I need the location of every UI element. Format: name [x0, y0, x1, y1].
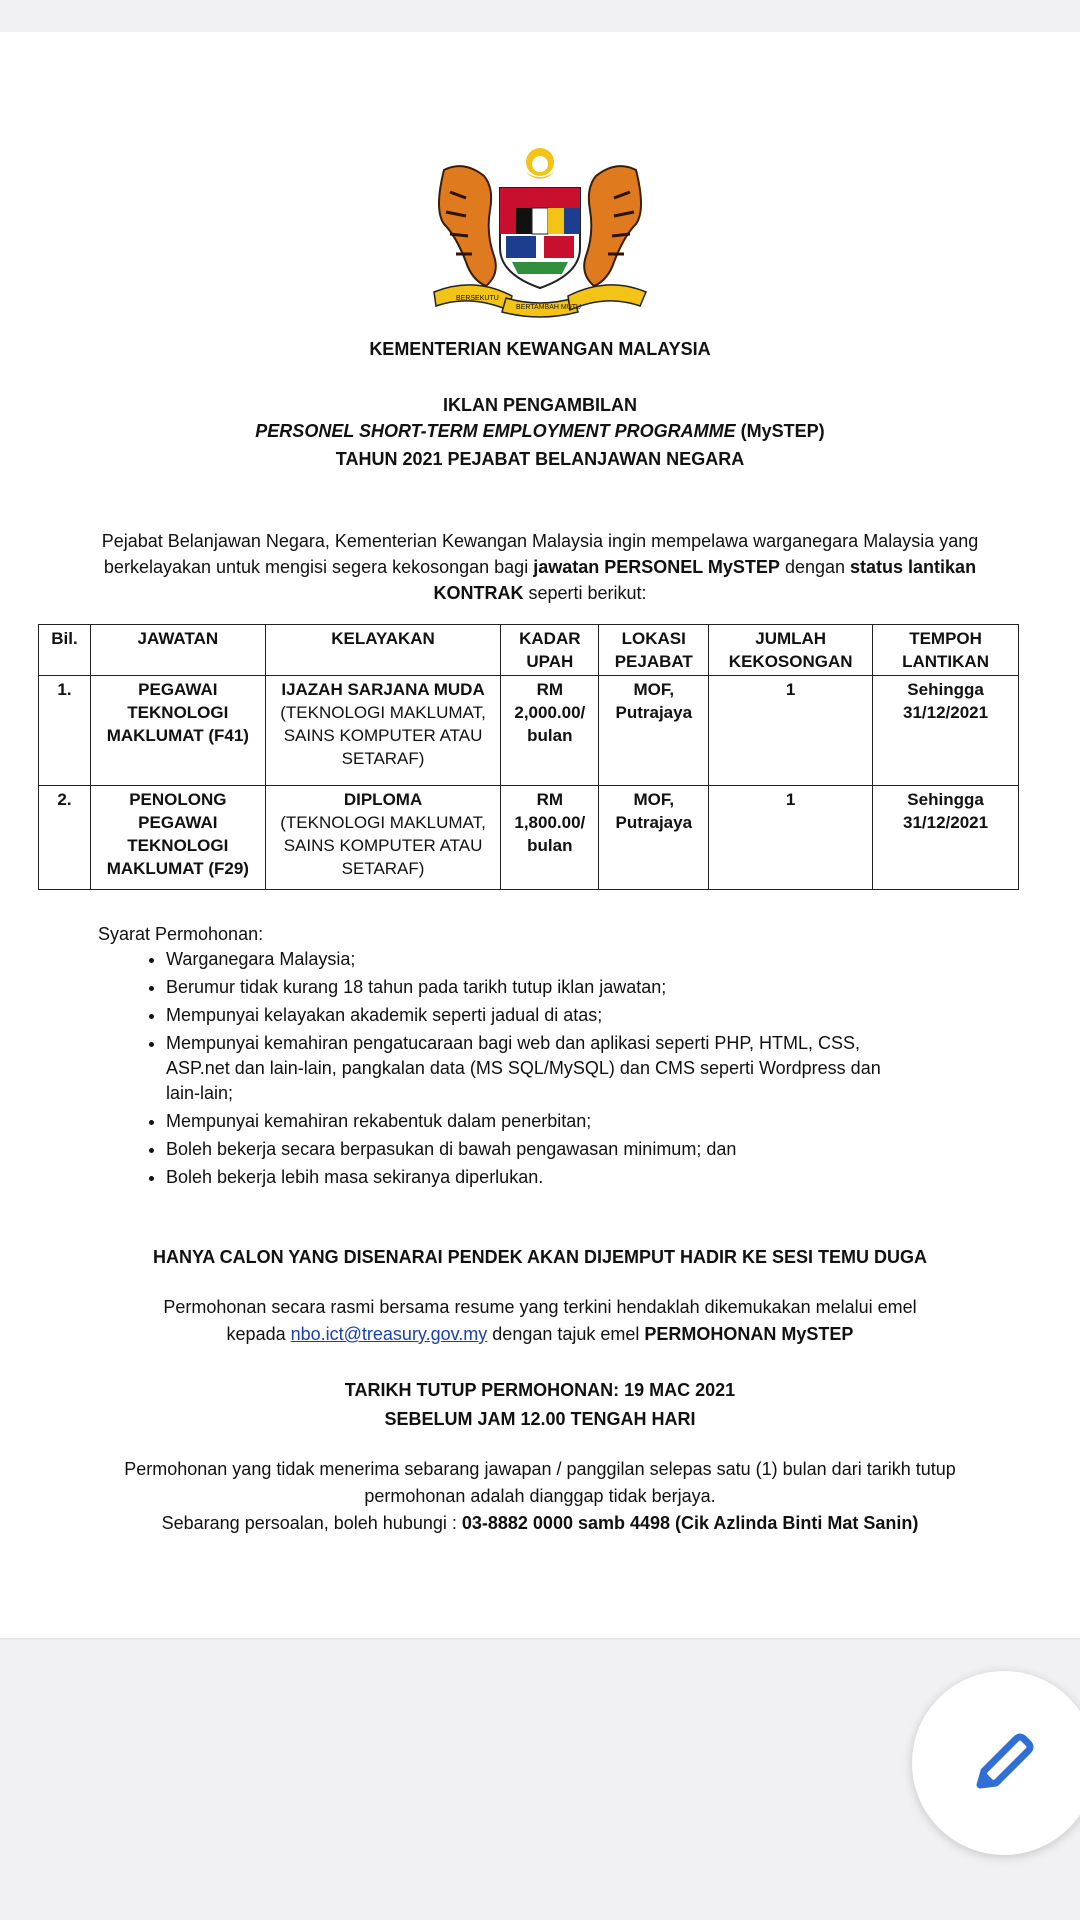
cell-line: 2,000.00/ — [514, 703, 586, 722]
cell-line: SAINS KOMPUTER ATAU — [283, 836, 483, 855]
header-line: LOKASI — [621, 629, 686, 648]
header-bil: Bil. — [39, 625, 91, 676]
cell-lokasi — [599, 786, 709, 890]
cell-line: bulan — [527, 836, 573, 855]
cell-line: Sehingga — [907, 680, 984, 699]
submission-paragraph — [140, 1294, 940, 1348]
header-jawatan: JAWATAN — [90, 625, 265, 676]
program-title — [0, 418, 1080, 444]
intro-bold-position: jawatan PERSONEL MySTEP — [533, 557, 780, 577]
cell-line: TEKNOLOGI — [127, 836, 229, 855]
cell-kadar — [501, 786, 599, 890]
header-line: KADAR — [519, 629, 581, 648]
cell-line: Putrajaya — [615, 813, 693, 832]
header-line: KEKOSONGAN — [728, 652, 853, 671]
requirements-list — [110, 947, 886, 1193]
header-line: JUMLAH — [755, 629, 827, 648]
cell-line: Sehingga — [907, 790, 984, 809]
header-line: TEMPOH — [909, 629, 982, 648]
requirements-title: Syarat Permohonan: — [98, 924, 264, 944]
ad-title: IKLAN PENGAMBILAN — [443, 395, 637, 415]
header-line: LANTIKAN — [902, 652, 989, 671]
table-header-row — [39, 625, 1019, 676]
cell-line: DIPLOMA — [343, 790, 423, 809]
cell-line: Putrajaya — [615, 703, 693, 722]
program-title-italic: PERSONEL SHORT-TERM EMPLOYMENT PROGRAMME — [255, 421, 736, 441]
cell-line: RM — [536, 790, 564, 809]
list-item: • Mempunyai kemahiran rekabentuk dalam penerbitan; — [166, 1109, 886, 1134]
year-office-heading: TAHUN 2021 PEJABAT BELANJAWAN NEGARA — [335, 449, 745, 469]
cell-kelayakan — [265, 676, 501, 786]
cell-line: MOF, — [633, 790, 675, 809]
cell-kelayakan — [265, 786, 501, 890]
list-item: • Boleh bekerja secara berpasukan di bawah pengawasan minimum; dan — [166, 1137, 886, 1162]
cell-line: IJAZAH SARJANA MUDA — [281, 680, 485, 699]
closing-date: TARIKH TUTUP PERMOHONAN: 19 MAC 2021 — [344, 1380, 736, 1400]
program-title-suffix: (MySTEP) — [735, 421, 825, 441]
cell-line: RM — [536, 680, 564, 699]
cell-jawatan — [90, 676, 265, 786]
header-kelayakan: KELAYAKAN — [265, 625, 501, 676]
header-lokasi-pejabat — [599, 625, 709, 676]
cell-line: PENOLONG — [129, 790, 227, 809]
cell-line: TEKNOLOGI — [127, 703, 229, 722]
table-row — [39, 676, 1019, 786]
intro-bold-status: status lantikan KONTRAK — [433, 557, 977, 603]
submission-text: dengan tajuk emel — [487, 1324, 645, 1344]
list-item: • Boleh bekerja lebih masa sekiranya diperlukan. — [166, 1165, 886, 1190]
edit-fab-button[interactable] — [912, 1671, 1080, 1855]
closing-time: SEBELUM JAM 12.00 TENGAH HARI — [384, 1409, 696, 1429]
crest-motto-ribbon: BERTAMBAH MUTU — [516, 304, 582, 311]
contact-label: Sebarang persoalan, boleh hubungi : — [161, 1513, 462, 1533]
final-notice — [90, 1456, 990, 1537]
cell-line: MAKLUMAT (F29) — [106, 859, 249, 878]
list-item: • Mempunyai kemahiran pengatucaraan bagi web dan aplikasi seperti PHP, HTML, CSS, ASP.net dan lain-lain, pangkalan data (MS SQL/MySQL) dan CMS seperti Wordpress dan lain-lain; — [166, 1031, 886, 1106]
cell-line: 31/12/2021 — [903, 813, 989, 832]
header-kadar-upah — [501, 625, 599, 676]
list-item: • Warganegara Malaysia; — [166, 947, 886, 972]
cell-line: 31/12/2021 — [903, 703, 989, 722]
vacancy-table — [38, 624, 1019, 890]
list-item: • Mempunyai kelayakan akademik seperti jadual di atas; — [166, 1003, 886, 1028]
header-tempoh-lantikan — [873, 625, 1019, 676]
header-line: PEJABAT — [614, 652, 693, 671]
cell-lokasi — [599, 676, 709, 786]
intro-text: seperti berikut: — [523, 583, 647, 603]
table-row — [39, 786, 1019, 890]
email-subject: PERMOHONAN MySTEP — [644, 1324, 854, 1344]
cell-jawatan — [90, 786, 265, 890]
shortlist-notice: HANYA CALON YANG DISENARAI PENDEK AKAN DIJEMPUT HADIR KE SESI TEMU DUGA — [152, 1247, 928, 1267]
cell-line: SETARAF) — [341, 859, 425, 878]
email-link[interactable]: nbo.ict@treasury.gov.my — [290, 1324, 488, 1344]
document-page — [0, 32, 1080, 1638]
cell-line: SETARAF) — [341, 749, 425, 768]
cell-tempoh — [873, 786, 1019, 890]
cell-line: (TEKNOLOGI MAKLUMAT, — [280, 703, 486, 722]
intro-text: Pejabat Belanjawan Negara, Kementerian Kewangan Malaysia ingin mempelawa warganegara Malaysia yang berkelayakan untuk mengisi segera kekosongan bagi — [101, 531, 979, 577]
ministry-heading: KEMENTERIAN KEWANGAN MALAYSIA — [369, 339, 711, 359]
list-item: • Berumur tidak kurang 18 tahun pada tarikh tutup iklan jawatan; — [166, 975, 886, 1000]
pencil-edit-icon — [964, 1723, 1044, 1803]
cell-jumlah: 1 — [709, 676, 873, 786]
cell-bil: 2. — [39, 786, 91, 890]
cell-line: PEGAWAI — [138, 680, 218, 699]
cell-line: (TEKNOLOGI MAKLUMAT, — [280, 813, 486, 832]
coat-of-arms-logo — [426, 142, 654, 320]
crest-motto-left: BERSEKUTU — [456, 295, 499, 302]
cell-line: MAKLUMAT (F41) — [106, 726, 249, 745]
cell-line: PEGAWAI — [138, 813, 218, 832]
intro-paragraph — [100, 528, 980, 606]
header-jumlah-kekosongan — [709, 625, 873, 676]
cell-kadar — [501, 676, 599, 786]
cell-line: 1,800.00/ — [514, 813, 586, 832]
cell-line: MOF, — [633, 680, 675, 699]
contact-details: 03-8882 0000 samb 4498 (Cik Azlinda Binti Mat Sanin) — [461, 1513, 919, 1533]
header-line: UPAH — [526, 652, 574, 671]
notice-text: Permohonan yang tidak menerima sebarang jawapan / panggilan selepas satu (1) bulan dari tarikh tutup permohonan adalah dianggap tidak berjaya. — [124, 1459, 956, 1506]
cell-tempoh — [873, 676, 1019, 786]
cell-line: SAINS KOMPUTER ATAU — [283, 726, 483, 745]
submission-text: Permohonan secara rasmi bersama resume yang terkini hendaklah dikemukakan melalui emel kepada — [163, 1297, 917, 1344]
cell-bil: 1. — [39, 676, 91, 786]
cell-jumlah: 1 — [709, 786, 873, 890]
cell-line: bulan — [527, 726, 573, 745]
intro-text: dengan — [779, 557, 851, 577]
